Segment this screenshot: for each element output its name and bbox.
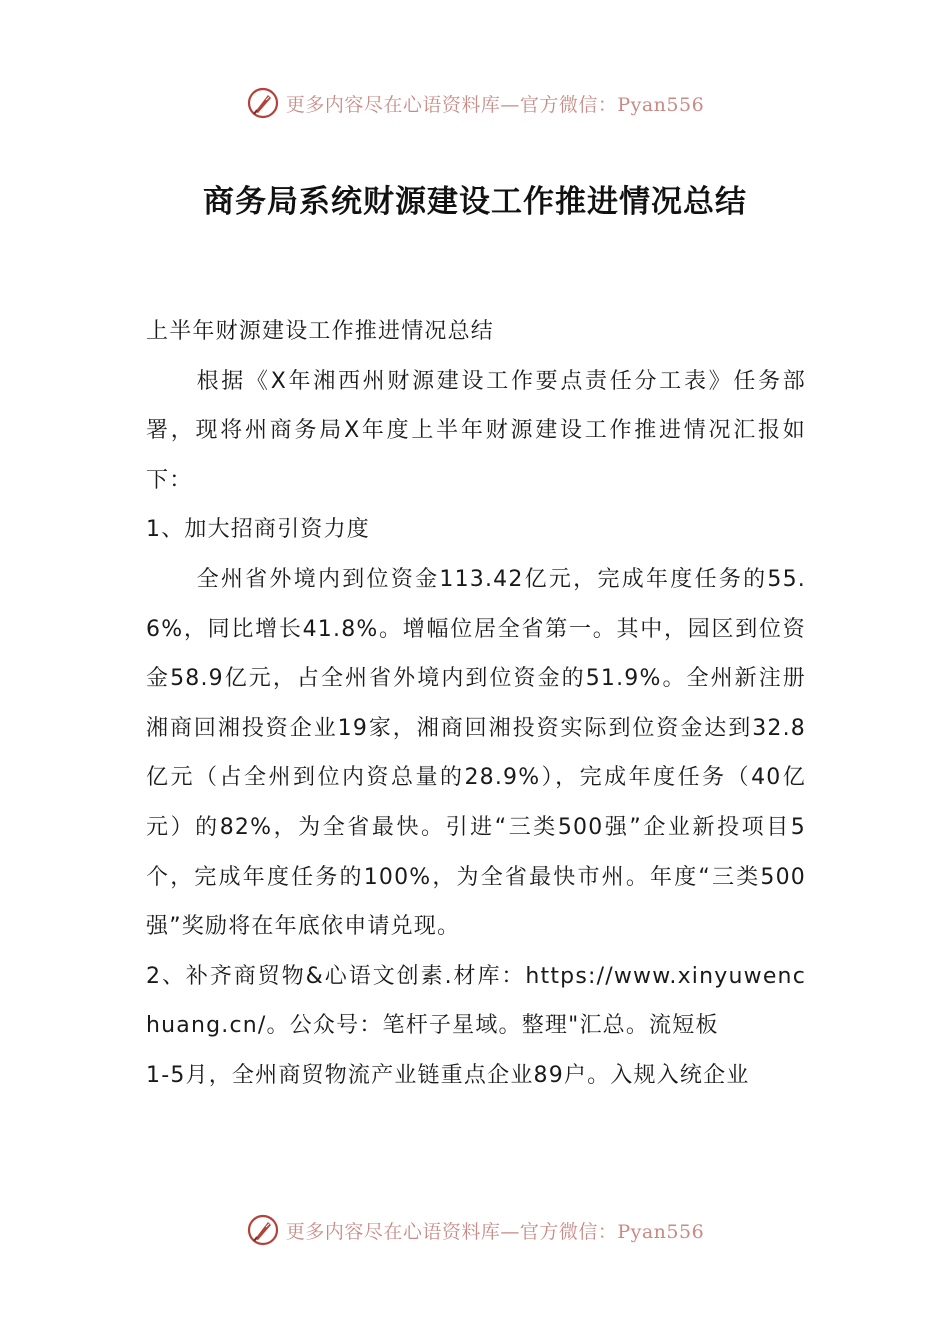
item-heading-1: 1、加大招商引资力度 bbox=[146, 517, 370, 543]
watermark-text: 更多内容尽在心语资料库—官方微信：Pyan556 bbox=[285, 93, 705, 116]
investment-paragraph: 全州省外境内到位资金113.42亿元，完成年度任务的55.6%，同比增长41.8%。增幅位居全省第一。其中，园区到位资金58.9亿元，占全州省外境内到位资金的51.9%。全州新注册湘商回湘投资企业19家，湘商回湘投资实际到位资金达到32.8亿元（占全州到位内资总量的28.9%），完成年度任务（40亿元）的82%，为全省最快。引进“三类500强”企业新投项目5个，完成年度任务的100%，为全省最快市州。年度“三类500强”奖励将在年底依申请兑现。 bbox=[146, 566, 806, 940]
header-watermark bbox=[0, 83, 950, 123]
document-title: 商务局系统财源建设工作推进情况总结 bbox=[203, 184, 747, 220]
item-heading-2: 2、补齐商贸物&心语文创素.材库：https://www.xinyuwenchuang.cn/。公众号：笔杆子星域。整理"汇总。流短板 bbox=[146, 963, 806, 1039]
intro-paragraph: 根据《X年湘西州财源建设工作要点责任分工表》任务部署，现将州商务局X年度上半年财源建设工作推进情况汇报如下： bbox=[146, 368, 806, 493]
footer-watermark bbox=[0, 1210, 950, 1250]
quill-pen-logo-icon bbox=[246, 1213, 280, 1247]
logistics-paragraph: 1-5月，全州商贸物流产业链重点企业89户。入规入统企业 bbox=[146, 1062, 750, 1088]
quill-pen-logo-icon bbox=[246, 86, 280, 120]
section-heading: 上半年财源建设工作推进情况总结 bbox=[146, 319, 495, 344]
watermark-text: 更多内容尽在心语资料库—官方微信：Pyan556 bbox=[285, 1220, 705, 1243]
document-body bbox=[146, 307, 806, 1101]
